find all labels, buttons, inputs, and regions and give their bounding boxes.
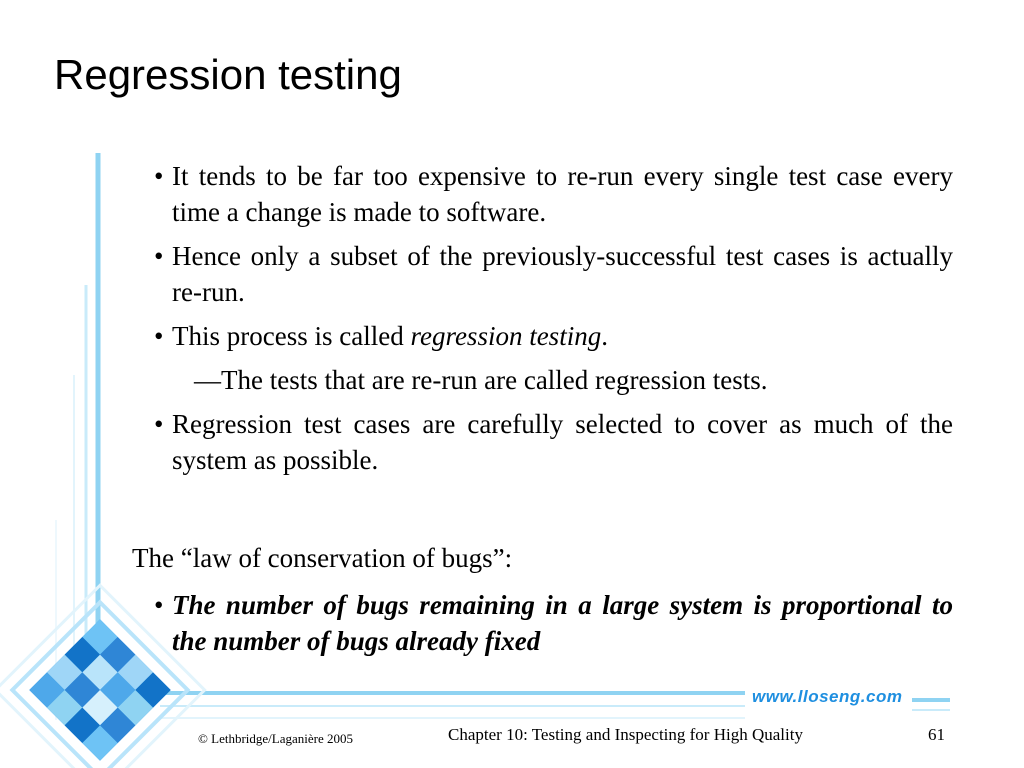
chapter-footer: Chapter 10: Testing and Inspecting for High Quality <box>448 725 803 744</box>
bullet-text: Regression test cases are carefully selected to cover as much of the system as possible. <box>172 409 953 475</box>
law-bullet <box>150 587 953 667</box>
bullet-item <box>150 318 953 354</box>
bullet-marker: • <box>154 161 164 191</box>
law-heading: The “law of conservation of bugs”: <box>132 543 513 573</box>
bullet-text-end: . <box>601 321 608 351</box>
page-number: 61 <box>928 725 945 744</box>
bullet-item <box>150 587 953 659</box>
bullet-text: It tends to be far too expensive to re-run every single test case every time a change is made to software. <box>172 161 953 227</box>
bullet-item <box>150 238 953 310</box>
bullet-text-plain: This process is called <box>172 321 411 351</box>
term-regression-testing: regression testing <box>410 321 602 351</box>
bullet-item <box>150 158 953 230</box>
website-link[interactable]: www.lloseng.com <box>752 687 903 706</box>
bullet-marker: • <box>154 590 164 620</box>
slide-title: Regression testing <box>54 51 402 98</box>
bullet-list <box>150 158 953 486</box>
bullet-text <box>172 318 953 354</box>
bullet-text: Hence only a subset of the previously-successful test cases is actually re-run. <box>172 241 953 307</box>
law-text: The number of bugs remaining in a large system is proportional to the number of bugs already fixed <box>172 590 953 656</box>
bullet-marker: • <box>154 241 164 271</box>
bullet-marker: • <box>154 321 164 351</box>
sub-bullet-text: —The tests that are re-run are called regression tests. <box>194 365 768 395</box>
bullet-marker: • <box>154 409 164 439</box>
copyright-notice: © Lethbridge/Laganière 2005 <box>198 731 353 746</box>
bullet-item <box>150 406 953 478</box>
